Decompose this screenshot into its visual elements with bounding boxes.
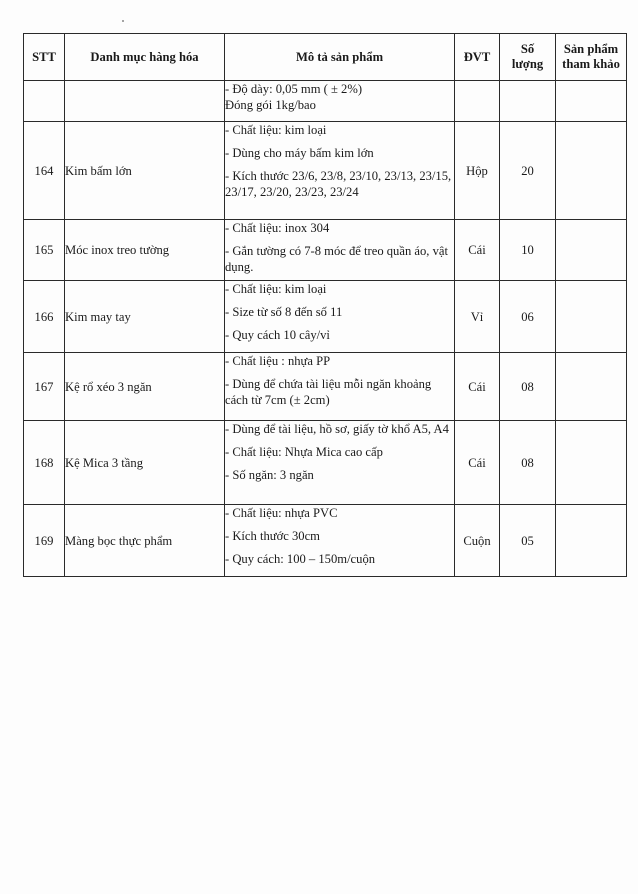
table-row-166 xyxy=(24,281,627,353)
table-row-169 xyxy=(24,505,627,577)
cell-reference xyxy=(556,353,627,421)
cell-quantity: 08 xyxy=(500,421,556,505)
goods-table xyxy=(23,33,627,577)
description-line: - Chất liệu: Nhựa Mica cao cấp xyxy=(225,445,383,459)
cell-quantity: 05 xyxy=(500,505,556,577)
table-row-continuation xyxy=(24,81,627,122)
header-reference: Sản phẩm tham khảo xyxy=(556,34,627,81)
table-row-164 xyxy=(24,122,627,220)
description-line: - Số ngăn: 3 ngăn xyxy=(225,468,314,482)
cell-reference xyxy=(556,281,627,353)
cell-quantity: 06 xyxy=(500,281,556,353)
cell-description xyxy=(225,353,455,421)
header-category: Danh mục hàng hóa xyxy=(65,34,225,81)
cell-description xyxy=(225,122,455,220)
cell-unit: Cuộn xyxy=(455,505,500,577)
cell-unit: Cái xyxy=(455,353,500,421)
description-line: - Độ dày: 0,05 mm ( ± 2%) xyxy=(225,82,363,96)
cell-reference xyxy=(556,81,627,122)
cell-quantity: 08 xyxy=(500,353,556,421)
cell-unit xyxy=(455,81,500,122)
cell-name xyxy=(65,81,225,122)
description-line: Đóng gói 1kg/bao xyxy=(225,98,316,112)
cell-name: Kệ rổ xéo 3 ngăn xyxy=(65,353,225,421)
cell-name: Màng bọc thực phẩm xyxy=(65,505,225,577)
cell-description xyxy=(225,281,455,353)
cell-stt: 165 xyxy=(24,220,65,281)
description-line: - Dùng để chứa tài liệu mỗi ngăn khoảng cách từ 7cm (± 2cm) xyxy=(225,377,432,407)
scan-speck xyxy=(122,20,124,22)
cell-name: Kệ Mica 3 tầng xyxy=(65,421,225,505)
cell-reference xyxy=(556,421,627,505)
cell-name: Kim may tay xyxy=(65,281,225,353)
cell-name: Kim bấm lớn xyxy=(65,122,225,220)
cell-stt: 169 xyxy=(24,505,65,577)
cell-description xyxy=(225,505,455,577)
cell-stt: 167 xyxy=(24,353,65,421)
cell-unit: Hộp xyxy=(455,122,500,220)
description-line: - Size từ số 8 đến số 11 xyxy=(225,305,343,319)
description-line: - Dùng để tài liệu, hồ sơ, giấy tờ khổ A5, A4 xyxy=(225,422,449,436)
cell-description xyxy=(225,220,455,281)
cell-name: Móc inox treo tường xyxy=(65,220,225,281)
cell-stt: 168 xyxy=(24,421,65,505)
header-quantity: Số lượng xyxy=(500,34,556,81)
description-line: - Quy cách: 100 – 150m/cuộn xyxy=(225,552,376,566)
table-row-167 xyxy=(24,353,627,421)
cell-unit: Cái xyxy=(455,421,500,505)
table-row-165 xyxy=(24,220,627,281)
cell-stt: 166 xyxy=(24,281,65,353)
description-line: - Chất liệu : nhựa PP xyxy=(225,354,331,368)
cell-stt xyxy=(24,81,65,122)
cell-reference xyxy=(556,505,627,577)
cell-description xyxy=(225,81,455,122)
description-line: - Chất liệu: kim loại xyxy=(225,282,327,296)
cell-unit: Cái xyxy=(455,220,500,281)
description-line: - Chất liệu: inox 304 xyxy=(225,221,330,235)
cell-quantity xyxy=(500,81,556,122)
cell-stt: 164 xyxy=(24,122,65,220)
table-header-row xyxy=(24,34,627,81)
table-row-168 xyxy=(24,421,627,505)
description-line: - Chất liệu: nhựa PVC xyxy=(225,506,338,520)
cell-unit: Vỉ xyxy=(455,281,500,353)
description-line: - Dùng cho máy bấm kim lớn xyxy=(225,146,374,160)
description-line: - Kích thước 30cm xyxy=(225,529,320,543)
cell-reference xyxy=(556,220,627,281)
cell-reference xyxy=(556,122,627,220)
description-line: - Gắn tường có 7-8 móc để treo quần áo, vật dụng. xyxy=(225,244,448,274)
cell-quantity: 20 xyxy=(500,122,556,220)
header-description: Mô tả sản phẩm xyxy=(225,34,455,81)
cell-description xyxy=(225,421,455,505)
description-line: - Quy cách 10 cây/vỉ xyxy=(225,328,330,342)
description-line: - Chất liệu: kim loại xyxy=(225,123,327,137)
description-line: - Kích thước 23/6, 23/8, 23/10, 23/13, 23/15, 23/17, 23/20, 23/23, 23/24 xyxy=(225,169,452,199)
cell-quantity: 10 xyxy=(500,220,556,281)
header-stt: STT xyxy=(24,34,65,81)
header-unit: ĐVT xyxy=(455,34,500,81)
